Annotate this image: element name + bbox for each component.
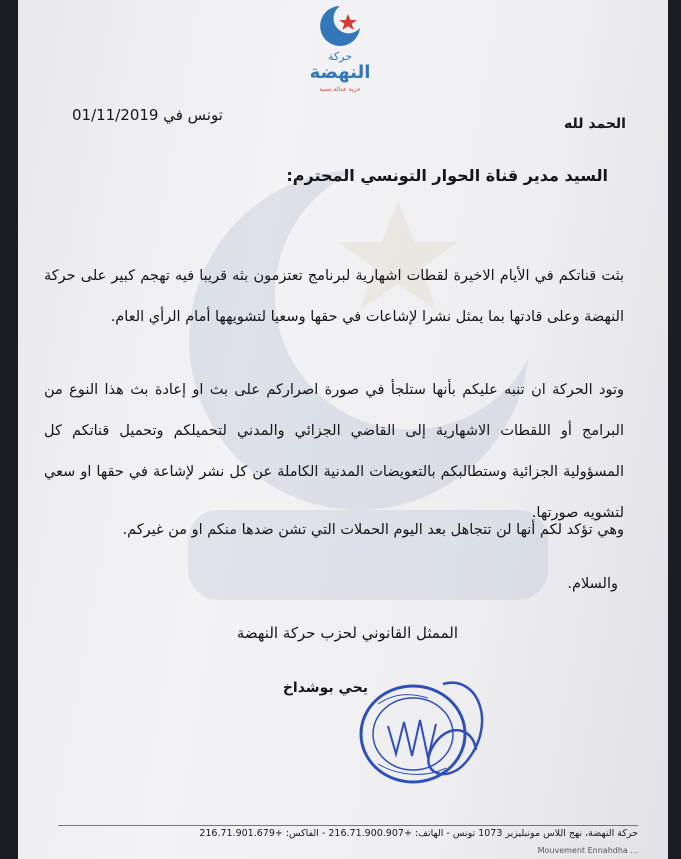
praise-heading: الحمد لله	[564, 116, 626, 132]
salutation: السيد مدير قناة الحوار التونسي المحترم:	[286, 166, 608, 185]
footer-second-line: Mouvement Ennahdha ...	[537, 846, 638, 855]
paragraph-2: وتود الحركة ان تنبه عليكم بأنها ستلجأ في صورة اصراركم على بث او إعادة بث هذا النوع من البرامج أو اللقطات الاشهارية إلى القاضي الجزائي والمدني لتحميلكم وتحميل قناتكم كل المسؤولية الجزائية وستطالبكم بالتعويضات المدنية الكاملة عن كل نشر لإشاعة في حقها او سعي لتشويه صورتها.	[44, 382, 624, 521]
date-line: تونس في 01/11/2019	[72, 106, 223, 124]
signer-name: يحي بوشداخ	[282, 680, 368, 696]
logo-tagline: حرية عدالة تنمية	[319, 86, 361, 93]
crescent-star-icon	[290, 0, 390, 52]
signer-title: الممثل القانوني لحزب حركة النهضة	[236, 624, 458, 642]
closing: والسلام.	[567, 576, 618, 592]
footer-divider	[58, 825, 638, 826]
paragraph-3: وهي تؤكد لكم أنها لن تتجاهل بعد اليوم الحملات التي تشن ضدها منكم او من غيركم.	[122, 522, 624, 538]
logo-word-small: حركة	[327, 50, 352, 63]
logo-word-large: النهضة	[309, 62, 371, 83]
footer-address: حركة النهضة، نهج اللاس مونبليزير 1073 تونس - الهاتف: +216.71.900.907 - الفاكس: +216.71.901.679	[199, 828, 638, 839]
official-seal-stamp	[348, 664, 498, 799]
party-logo	[290, 0, 390, 110]
paragraph-1: بثت قناتكم في الأيام الاخيرة لقطات اشهارية لبرنامج تعتزمون بثه قريبا فيه تهجم كبير على حركة النهضة وعلى قادتها بما يمثل نشرا لإشاعات في حقها وسعيا لتشويهها أمام الرأي العام.	[44, 268, 624, 325]
letter-page	[18, 0, 668, 859]
